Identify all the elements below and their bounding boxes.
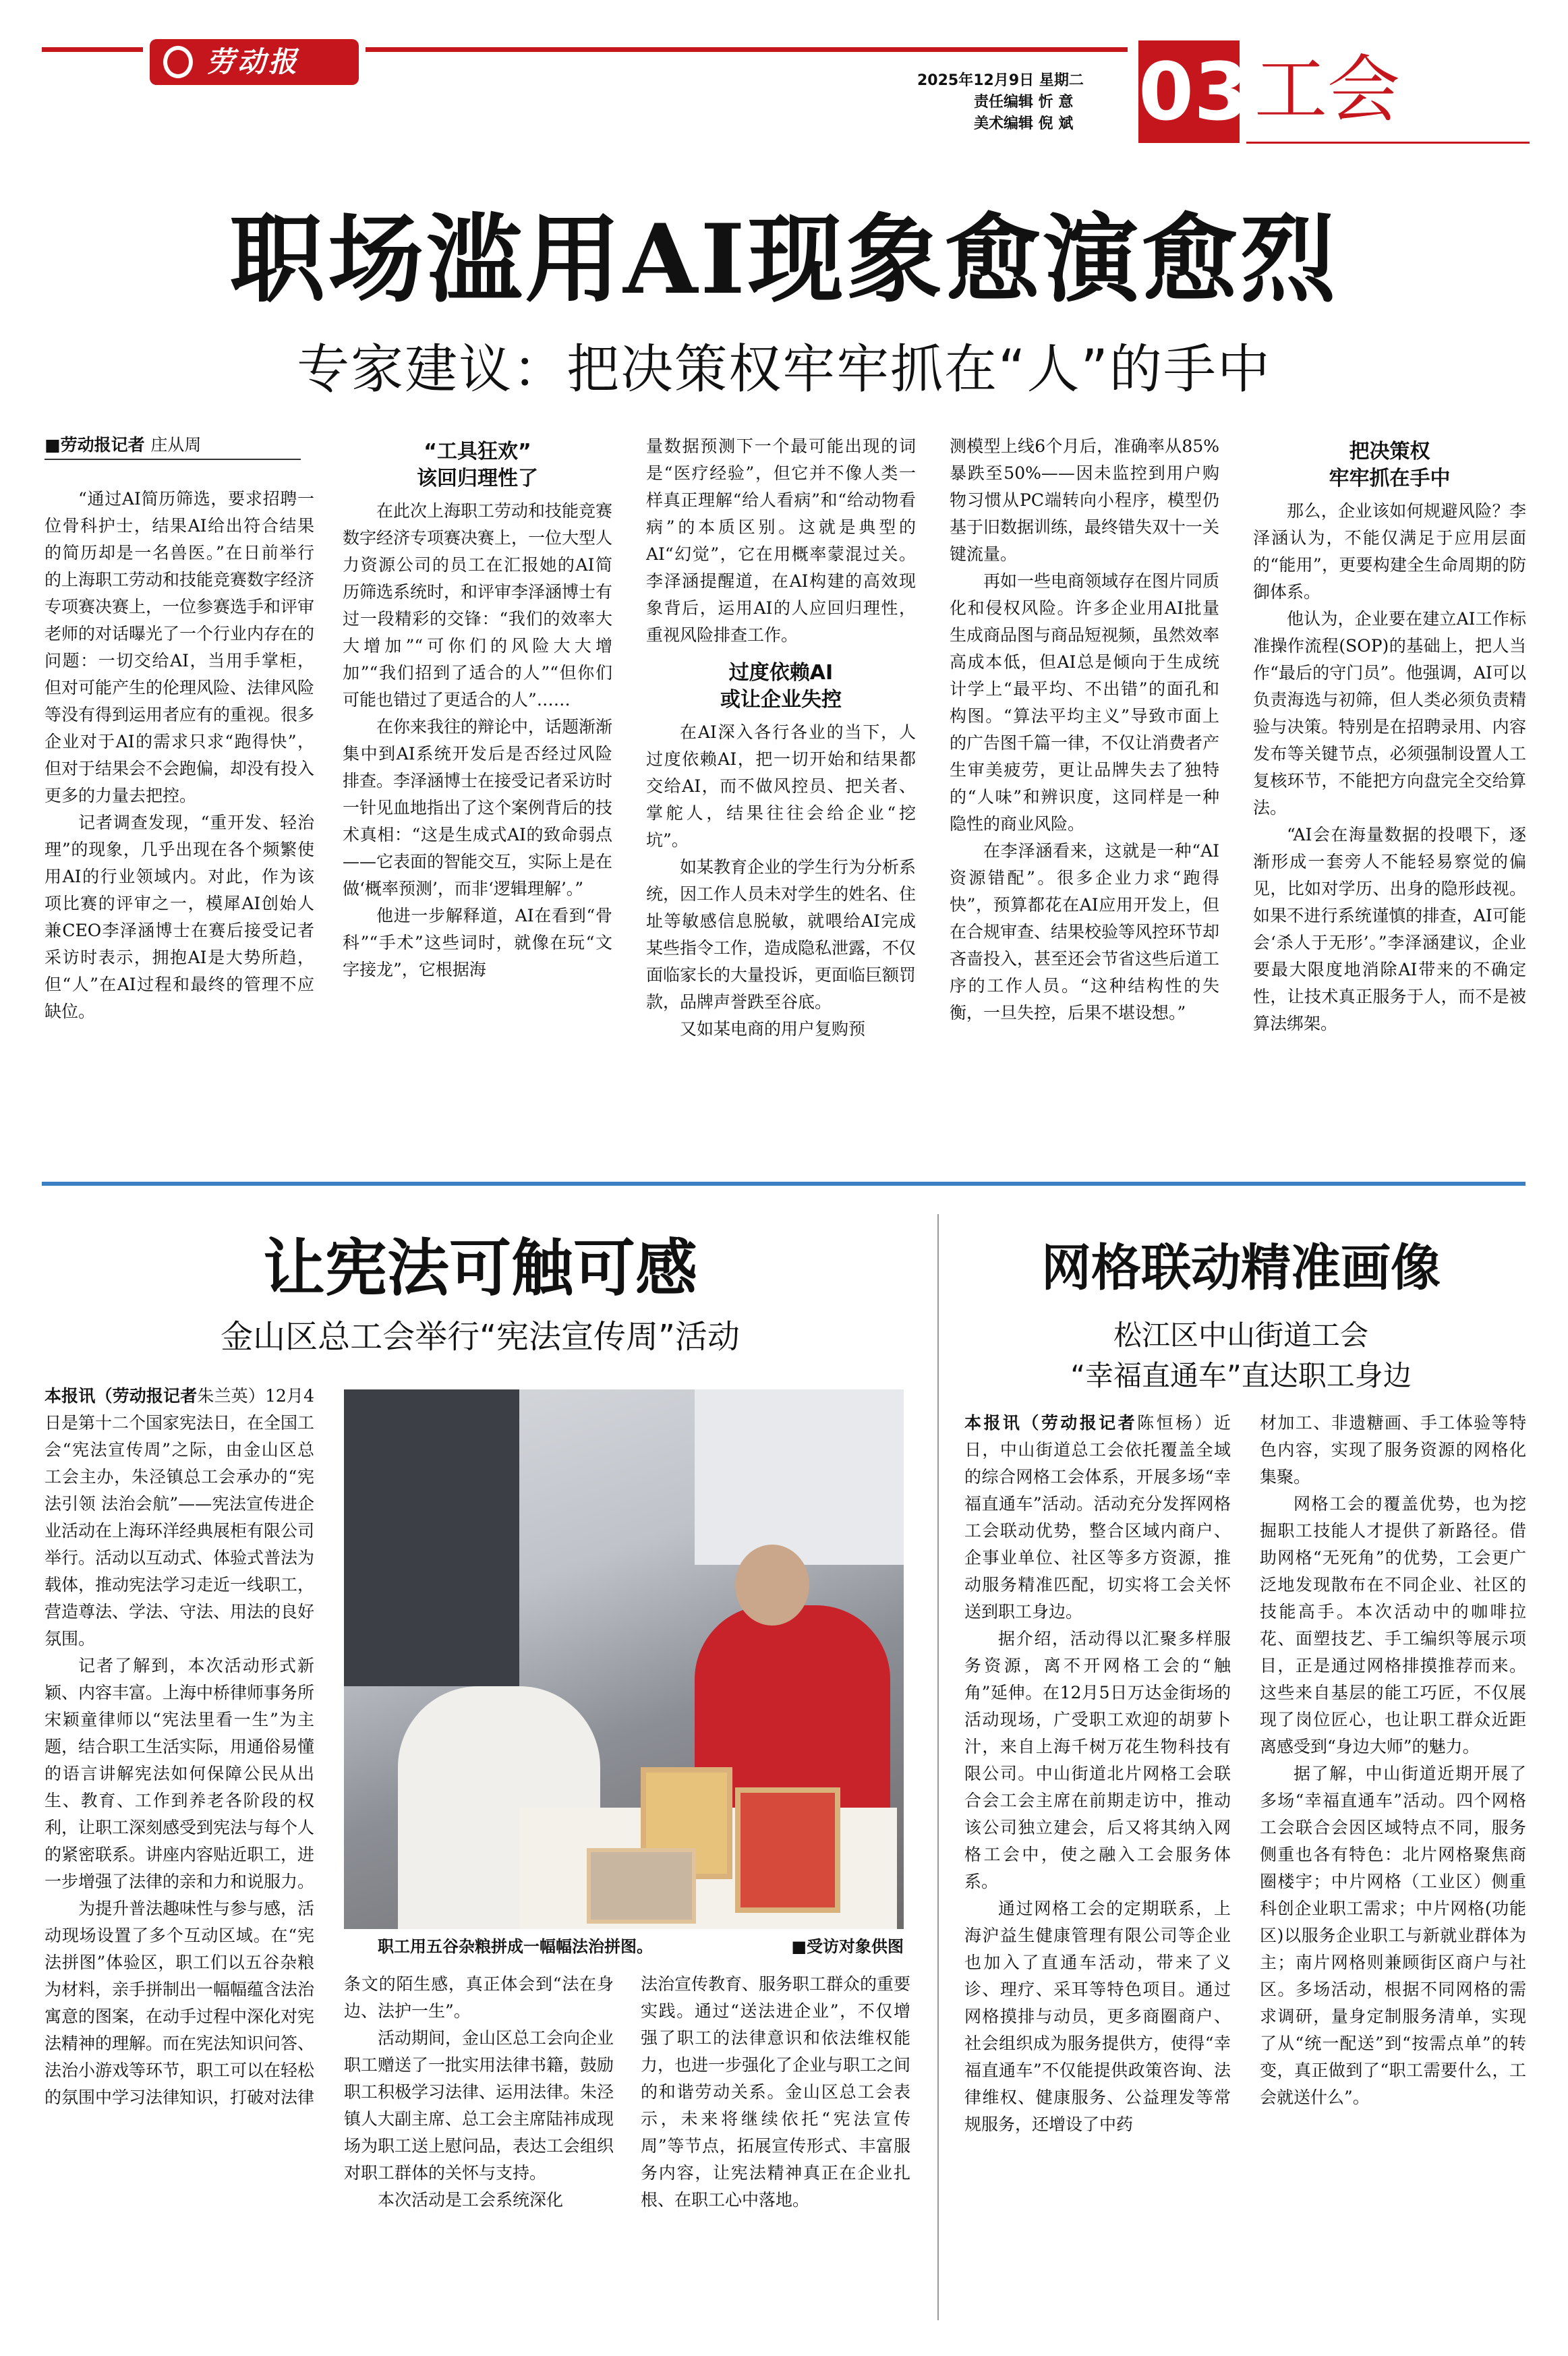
paragraph-text: ）近日，中山街道总工会依托覆盖全域的综合网格工会体系，开展多场“幸福直通车”活动。活动充分发挥网格工会联动优势，整合区域内商户、企事业单位、社区等多方资源，推动服务精准匹配，切实将工会关怀送到职工身边。 [964,1413,1231,1621]
editor-credit: 责任编辑 忻 意 [974,94,1074,111]
byline-name: 庄从周 [150,435,202,455]
story2-column-2 [344,1971,614,2214]
paragraph: 据了解，中山街道近期开展了多场“幸福直通车”活动。四个网格工会联合会因区域特点不同，服务侧重也各有特色：北片网格聚焦商圈楼宇；中片网格（工业区）侧重科创企业职工需求；中片网格(功能区)以服务企业职工与新就业群体为主；南片网格则兼顾街区商户与社区。多场活动，根据不同网格的需求调研，量身定制服务清单，实现了从“统一配送”到“按需点单”的转变，真正做到了“职工需要什么，工会就送什么”。 [1260,1764,1526,2107]
story1-column-4 [950,433,1219,1027]
masthead-rule-right [366,47,1128,52]
logo-text: 劳动报 [206,45,300,78]
story2-subheadline: 金山区总工会举行“宪法宣传周”活动 [221,1318,740,1356]
byline-name: 陈恒杨 [1137,1413,1195,1433]
byline-name: 朱兰英 [197,1386,248,1406]
logo-mark-icon [163,46,193,78]
story2-headline: 让宪法可触可感 [262,1232,697,1304]
paragraph: 据介绍，活动得以汇聚多样服务资源，离不开网格工会的“触角”延伸。在12月5日万达金街场的活动现场，广受职工欢迎的胡萝卜汁，来自上海千树万花生物科技有限公司。中山街道北片网格工会联合会工会主席在前期走访中，推动该公司独立建会，后又将其纳入网格工会中，使之融入工会服务体系。 [964,1629,1231,1891]
story3-column-1 [964,1410,1231,2138]
byline-rule [45,459,301,460]
paragraph: “通过AI简历筛选，要求招聘一位骨科护士，结果AI给出符合结果的简历却是一名兽医。”在日前举行的上海职工劳动和技能竞赛数字经济专项赛决赛上，一位参赛选手和评审老师的对话曝光了一个行业内存在的问题：一切交给AI，当用手掌柜，但对可能产生的伦理风险、法律风险等没有得到运用者应有的重视。很多企业对于AI的需求只求“跑得快”，但对于结果会不会跑偏，却没有投入更多的力量去把控。 [45,489,315,805]
paragraph-text: ）12月4日是第十二个国家宪法日，在全国工会“宪法宣传周”之际，由金山区总工会主办，朱泾镇总工会承办的“宪法引领 法治会航”——宪法宣传进企业活动在上海环洋经典展柜有限公司举行。活动以互动式、体验式普法为载体，推动宪法学习走近一线职工，营造尊法、学法、守法、用法的良好氛围。 [45,1386,315,1648]
story1-headline: 职场滥用AI现象愈演愈烈 [229,204,1339,316]
subheading-tool-frenzy: “工具狂欢” 该回归理性了 [417,440,538,490]
section-underline [1246,142,1530,144]
story3-headline: 网格联动精准画像 [1041,1239,1441,1297]
story1-byline [45,432,201,456]
art-editor-credit: 美术编辑 倪 斌 [974,115,1074,132]
paragraph: 再如一些电商领域存在图片同质化和侵权风险。许多企业用AI批量生成商品图与商品短视频，虽然效率高成本低，但AI总是倾向于生成统计学上“最平均、不出错”的面孔和构图。“算法平均主义”导致市面上的广告图千篇一律，不仅让消费者产生审美疲劳，更让品牌失去了独特的“人味”和辨识度，这同样是一种隐性的商业风险。 [950,571,1220,834]
subheading-keep-control: 把决策权 牢牢抓在手中 [1329,440,1451,490]
photo-face [735,1545,809,1626]
paragraph: 法治宣传教育、服务职工群众的重要实践。通过“送法进企业”，不仅增强了职工的法律意识和依法维权能力，也进一步强化了企业与职工之间的和谐劳动关系。金山区总工会表示，未来将继续依托“宪法宣传周”等节点，拓展宣传形式、丰富服务内容，让宪法精神真正在企业扎根、在职工心中落地。 [641,1974,911,2210]
paragraph: 条文的陌生感，真正体会到“法在身边、法护一生”。 [344,1974,614,2021]
story1-subheadline: 专家建议：把决策权牢牢抓在“人”的手中 [297,339,1271,400]
story2-column-1 [45,1383,314,2111]
paragraph: 在此次上海职工劳动和技能竞赛数字经济专项赛决赛上，一位大型人力资源公司的员工在汇报她的AI简历筛选系统时，和评审李泽涵博士有过一段精彩的交锋：“我们的效率大大增加”“可你们的风险大大增加”“我们招到了适合的人”“但你们可能也错过了更适合的人”…… [343,501,613,710]
byline-label: ■劳动报记者 [45,435,145,455]
story1-column-2 [343,438,612,983]
byline-label: 本报讯（劳动报记者 [45,1386,198,1406]
story1-column-5 [1253,438,1526,1037]
column-divider [937,1214,939,2320]
story3-column-2 [1260,1410,1526,2111]
story1-column-1 [45,486,314,1025]
paragraph: 如某教育企业的学生行为分析系统，因工作人员未对学生的姓名、住址等敏感信息脱敏，就喂给AI完成某些指令工作，造成隐私泄露，不仅面临家长的大量投诉，更面临巨额罚款，品牌声誉跌至谷底。 [646,857,917,1012]
issue-date: 2025年12月9日 星期二 [917,72,1084,89]
photo-grain-puzzle-2 [735,1787,840,1913]
paragraph: 量数据预测下一个最可能出现的词是“医疗经验”，但它并不像人类一样真正理解“给人看病”和“给动物看病”的本质区别。这就是典型的AI“幻觉”，它在用概率蒙混过关。李泽涵提醒道，在AI构建的高效现象背后，运用AI的人应回归理性，重视风险排查工作。 [646,436,916,645]
paragraph: 在你来我往的辩论中，话题渐渐集中到AI系统开发后是否经过风险排查。李泽涵博士在接受记者采访时一针见血地指出了这个案例背后的技术真相：“这是生成式AI的致命弱点——它表面的智能交互，实际上是在做‘概率预测’，而非‘逻辑理解’。” [343,717,613,898]
photo-caption: 职工用五谷杂粮拼成一幅幅法治拼图。 [378,1937,653,1956]
paragraph: 他进一步解释道，AI在看到“骨科”“手术”这些词时，就像在玩“文字接龙”，它根据海 [343,906,612,979]
photo-credit: ■受访对象供图 [791,1937,904,1956]
paragraph: 那么，企业该如何规避风险？李泽涵认为，不能仅满足于应用层面的“能用”，更要构建全生命周期的防御体系。 [1253,501,1526,602]
story3-subheadline: 松江区中山街道工会 “幸福直通车”直达职工身边 [1070,1319,1412,1392]
section-divider [42,1182,1526,1186]
subheading-over-reliance: 过度依赖AI 或让企业失控 [720,661,842,712]
photo-doorway [344,1389,519,1686]
paragraph: 记者调查发现，“重开发、轻治理”的现象，几乎出现在各个频繁使用AI的行业领域内。对此，作为该项比赛的评审之一，模犀AI创始人兼CEO李泽涵博士在赛后接受记者采访时表示，拥抱AI是大势所趋，但“人”在AI过程和最终的管理不应缺位。 [45,813,314,1021]
edition-info [917,70,1084,135]
paragraph: 他认为，企业要在建立AI工作标准操作流程(SOP)的基础上，把人当作“最后的守门员”。他强调，AI可以负责海选与初筛，但人类必须负责精验与决策。特别是在招聘录用、内容发布等关键节点，必须强制设置人工复核环节，不能把方向盘完全交给算法。 [1253,609,1526,817]
paragraph: 记者了解到，本次活动形式新颖、内容丰富。上海中桥律师事务所宋颖童律师以“宪法里看一生”为主题，结合职工生活实际，用通俗易懂的语言讲解宪法如何保障公民从出生、教育、工作到养老各阶段的权利，让职工深刻感受到宪法与每个人的紧密联系。讲座内容贴近职工，进一步增强了法律的亲和力和说服力。 [45,1656,315,1891]
story1-column-3 [646,433,916,1043]
paragraph: 测模型上线6个月后，准确率从85%暴跌至50%——因未监控到用户购物习惯从PC端转向小程序，模型仍基于旧数据训练，最终错失双十一关键流量。 [950,436,1220,564]
paragraph [45,1383,314,1653]
paragraph: 网格工会的覆盖优势，也为挖掘职工技能人才提供了新路径。借助网格“无死角”的优势，工会更广泛地发现散布在不同企业、社区的技能高手。本次活动中的咖啡拉花、面塑技艺、手工编织等展示项目，正是通过网格排摸推荐而来。这些来自基层的能工巧匠，不仅展现了岗位匠心，也让职工群众近距离感受到“身边大师”的魅力。 [1260,1494,1526,1756]
story2-column-3 [641,1971,910,2214]
paragraph: 材加工、非遗糖画、手工体验等特色内容，实现了服务资源的网格化集聚。 [1260,1413,1526,1487]
paragraph: 为提升普法趣味性与参与感，活动现场设置了多个互动区域。在“宪法拼图”体验区，职工们以五谷杂粮为材料，亲手拼制出一幅幅蕴含法治寓意的图案，在动手过程中深化对宪法精神的理解。而在宪法知识问答、法治小游戏等环节，职工可以在轻松的氛围中学习法律知识，打破对法律 [45,1899,315,2107]
masthead-logo [150,39,359,85]
event-photo [344,1389,904,1929]
paragraph: “AI会在海量数据的投喂下，逐渐形成一套旁人不能轻易察觉的偏见，比如对学历、出身的隐形歧视。如果不进行系统谨慎的排查，AI可能会‘杀人于无形’。”李泽涵建议，企业要最大限度地消除AI带来的不确定性，让技术真正服务于人，而不是被算法绑架。 [1253,825,1526,1033]
masthead-rule-left [42,47,143,52]
byline-label: 本报讯（劳动报记者 [964,1413,1138,1433]
paragraph: 在李泽涵看来，这就是一种“AI资源错配”。很多企业力求“跑得快”，预算都花在AI应用开发上，但在合规审查、结果校验等风控环节却吝啬投入，甚至还会节省这些后道工序的工作人员。“这种结构性的失衡，一旦失控，后果不堪设想。” [950,841,1220,1023]
paragraph [964,1410,1231,1626]
page-number: 03 [1138,40,1240,143]
paragraph: 活动期间，金山区总工会向企业职工赠送了一批实用法律书籍，鼓励职工积极学习法律、运用法律。朱泾镇人大副主席、总工会主席陆祎成现场为职工送上慰问品，表达工会组织对职工群体的关怀与支持。 [344,2028,614,2183]
photo-grain-puzzle-3 [587,1848,696,1924]
paragraph: 本次活动是工会系统深化 [378,2190,564,2210]
paragraph: 在AI深入各行各业的当下，人过度依赖AI，把一切开始和结果都交给AI，而不做风控员、把关者、掌舵人，结果往往会给企业“挖坑”。 [646,722,916,850]
photo-window [695,1389,904,1565]
paragraph: 又如某电商的用户复购预 [680,1019,866,1039]
photo-caption-line [378,1934,904,1959]
section-name: 工会 [1254,48,1401,132]
paragraph: 通过网格工会的定期联系，上海沪益生健康管理有限公司等企业也加入了直通车活动，带来了义诊、理疗、采耳等特色项目。通过网格摸排与动员，更多商圈商户、社会组织成为服务提供方，使得“幸福直通车”不仅能提供政策咨询、法律维权、健康服务、公益理发等常规服务，还增设了中药 [964,1899,1231,2134]
